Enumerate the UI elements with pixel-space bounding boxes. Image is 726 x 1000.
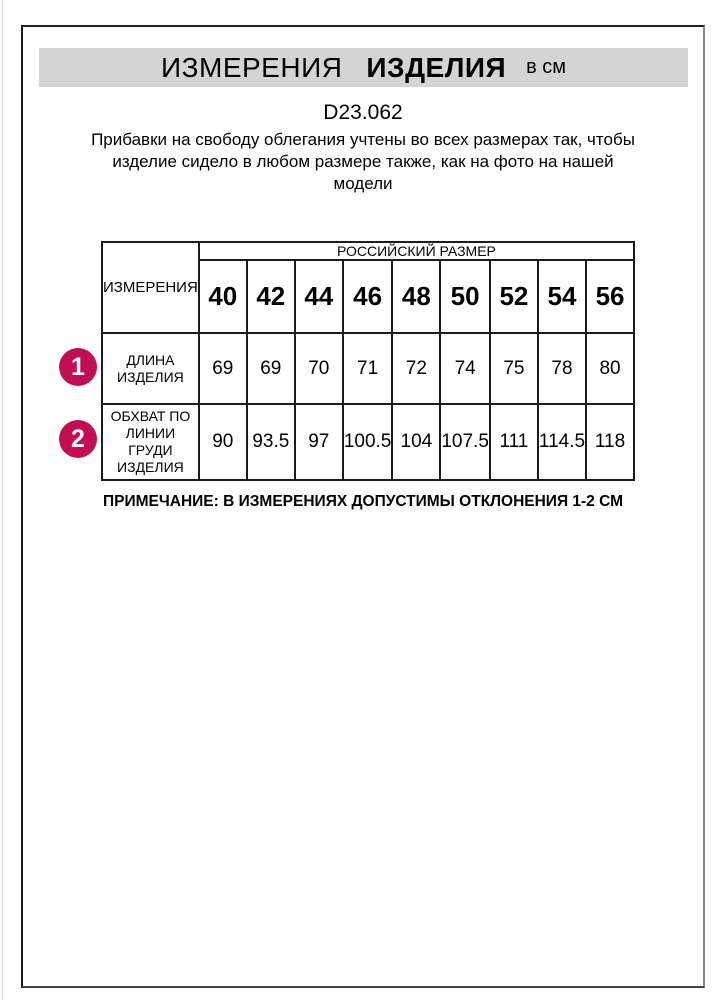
length-value: 72 — [392, 333, 440, 404]
chest-value: 90 — [199, 404, 247, 480]
title-banner — [39, 48, 688, 87]
product-code: D23.062 — [323, 101, 403, 124]
length-value: 69 — [247, 333, 295, 404]
tolerance-note: ПРИМЕЧАНИЕ: В ИЗМЕРЕНИЯХ ДОПУСТИМЫ ОТКЛОНЕНИЯ 1-2 СМ — [102, 493, 624, 510]
chest-value: 104 — [392, 404, 440, 480]
row-label-chest: ОБХВАТ ПО ЛИНИИ ГРУДИ ИЗДЕЛИЯ — [102, 404, 199, 480]
length-value: 69 — [199, 333, 247, 404]
title-measurements: ИЗМЕРЕНИЯ — [160, 51, 343, 83]
table-group-header-row — [102, 242, 634, 260]
chest-value: 114.5 — [538, 404, 586, 480]
title-unit: в см — [526, 56, 567, 78]
chest-value: 93.5 — [247, 404, 295, 480]
size-header: 46 — [343, 260, 393, 333]
size-header: 50 — [440, 260, 490, 333]
fit-description — [0, 129, 726, 195]
length-value: 80 — [586, 333, 634, 404]
size-header: 54 — [538, 260, 586, 333]
size-header: 52 — [490, 260, 538, 333]
chest-value: 97 — [295, 404, 343, 480]
length-value: 78 — [538, 333, 586, 404]
size-measurements-table — [101, 241, 635, 481]
size-header: 44 — [295, 260, 343, 333]
table-size-group-header: РОССИЙСКИЙ РАЗМЕР — [199, 242, 634, 260]
length-value: 71 — [343, 333, 393, 404]
length-value: 74 — [440, 333, 490, 404]
length-value: 75 — [490, 333, 538, 404]
fit-description-line-3: модели — [333, 174, 393, 193]
fit-description-line-1: Прибавки на свободу облегания учтены во всех размерах так, чтобы — [91, 130, 635, 149]
chest-value: 107.5 — [440, 404, 490, 480]
chest-value: 111 — [490, 404, 538, 480]
measure-point-badge-2: 2 — [59, 420, 97, 458]
table-row-chest — [102, 404, 634, 480]
measure-point-badge-1: 1 — [59, 348, 97, 386]
size-header: 42 — [247, 260, 295, 333]
chest-value: 100.5 — [343, 404, 393, 480]
title-product: ИЗДЕЛИЯ — [366, 51, 507, 83]
fit-description-line-2: изделие сидело в любом размере также, как на фото на нашей — [112, 152, 614, 171]
row-label-length: ДЛИНА ИЗДЕЛИЯ — [102, 333, 199, 404]
chest-value: 118 — [586, 404, 634, 480]
size-header: 48 — [392, 260, 440, 333]
size-header: 56 — [586, 260, 634, 333]
table-row-length — [102, 333, 634, 404]
size-header: 40 — [199, 260, 247, 333]
length-value: 70 — [295, 333, 343, 404]
table-corner-header: ИЗМЕРЕНИЯ — [102, 242, 199, 333]
